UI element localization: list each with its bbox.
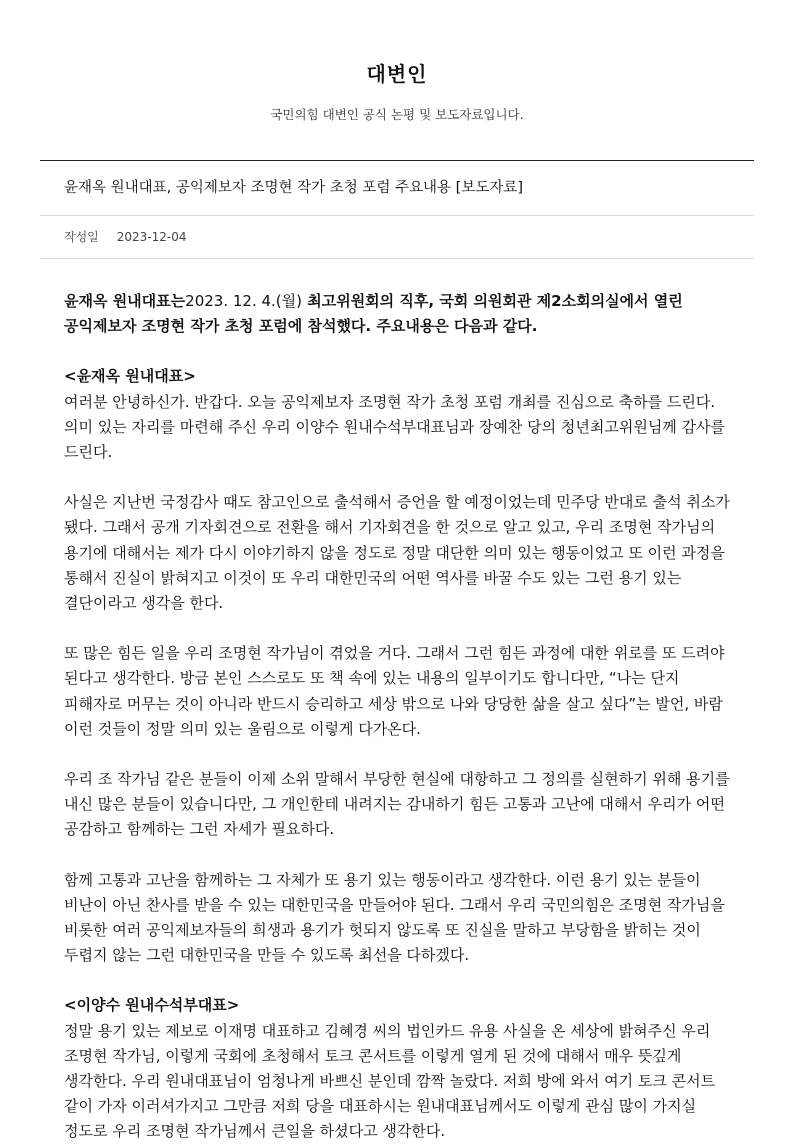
paragraph: 여러분 안녕하신가. 반갑다. 오늘 공익제보자 조명현 작가 초청 포럼 개최를 진심으로 축하를 드린다. 의미 있는 자리를 마련해 주신 우리 이양수 원내수석부대표님과 장예찬 당의 청년최고위원님께 감사를 드린다. xyxy=(64,392,726,462)
post-date: 2023-12-04 xyxy=(116,230,187,244)
paragraph: 우리 조 작가님 같은 분들이 이제 소위 말해서 부당한 현실에 대항하고 그 정의를 실현하기 위해 용기를 내신 많은 분들이 있습니다만, 그 개인한테 내려지는 감내하기 힘든 고통과 고난에 대해서 우리가 어떤 공감하고 함께하는 그런 자세가 필요하다. xyxy=(64,770,730,839)
site-title: 대변인 xyxy=(366,62,428,86)
site-subtitle: 국민의힘 대변인 공식 논평 및 보도자료입니다. xyxy=(270,107,524,122)
date-label: 작성일 xyxy=(64,230,99,244)
paragraph: 또 많은 힘든 일을 우리 조명현 작가님이 겪었을 거다. 그래서 그런 힘든 과정에 대한 위로를 또 드려야 된다고 생각한다. 방금 본인 스스로도 또 책 속에 있는 내용의 일부이기도 합니다만, “나는 단지 피해자로 머무는 것이 아니라 반드시 승리하고 세상 밖으로 나와 당당한 삶을 살고 싶다”는 발언, 바람 이런 것들이 정말 의미 있는 울림으로 이렇게 다가온다. xyxy=(64,644,725,738)
intro-paragraph xyxy=(64,289,730,339)
section-heading-yoon: <윤재옥 원내대표> xyxy=(64,367,196,386)
intro-text: 최고위원회의 직후, 국회 의원회관 제2소회의실에서 열린 공익제보자 조명현 작가 초청 포럼에 참석했다. 주요내용은 다음과 같다. xyxy=(64,292,683,336)
intro-speaker: 윤재옥 원내대표는 xyxy=(64,292,186,310)
intro-date: 2023. 12. 4.(월) xyxy=(185,292,302,310)
section-heading-lee: <이양수 원내수석부대표> xyxy=(64,996,240,1015)
paragraph: 사실은 지난번 국정감사 때도 참고인으로 출석해서 증언을 할 예정이었는데 민주당 반대로 출석 취소가 됐다. 그래서 공개 기자회견으로 전환을 해서 기자회견을 한 것으로 알고 있고, 우리 조명현 작가님의 용기에 대해서는 제가 다시 이야기하지 않을 정도로 정말 대단한 의미 있는 행동이었고 또 이런 과정을 통해서 진실이 밝혀지고 이것이 또 우리 대한민국의 어떤 역사를 바꿀 수도 있는 그런 용기 있는 결단이라고 생각을 한다. xyxy=(64,493,730,613)
paragraph: 정말 용기 있는 제보로 이재명 대표하고 김혜경 씨의 법인카드 유용 사실을 온 세상에 밝혀주신 우리 조명현 작가님, 이렇게 국회에 초청해서 토크 콘서트를 이렇게 열게 된 것에 대해서 매우 뜻깊게 생각한다. 우리 원내대표님이 엄청나게 바쁘신 분인데 깜짝 놀랐다. 저희 방에 와서 여기 토크 콘서트 같이 가자 이러셔가지고 그만큼 저희 당을 대표하시는 원내대표님께서도 이렇게 관심 많이 가지실 정도로 우리 조명현 작가님께서 큰일을 하셨다고 생각한다. xyxy=(64,1021,716,1141)
post-meta xyxy=(40,216,754,259)
paragraph: 함께 고통과 고난을 함께하는 그 자체가 또 용기 있는 행동이라고 생각한다. 이런 용기 있는 분들이 비난이 아닌 찬사를 받을 수 있는 대한민국을 만들어야 된다. 그래서 우리 국민의힘은 조명현 작가님을 비롯한 여러 공익제보자들의 희생과 용기가 헛되지 않도록 또 진실을 말하고 부당함을 밝히는 것이 두렵지 않는 그런 대한민국을 만들 수 있도록 최선을 다하겠다. xyxy=(64,870,725,965)
article-body xyxy=(40,259,754,1145)
post-title: 윤재옥 원내대표, 공익제보자 조명현 작가 초청 포럼 주요내용 [보도자료] xyxy=(40,161,754,216)
